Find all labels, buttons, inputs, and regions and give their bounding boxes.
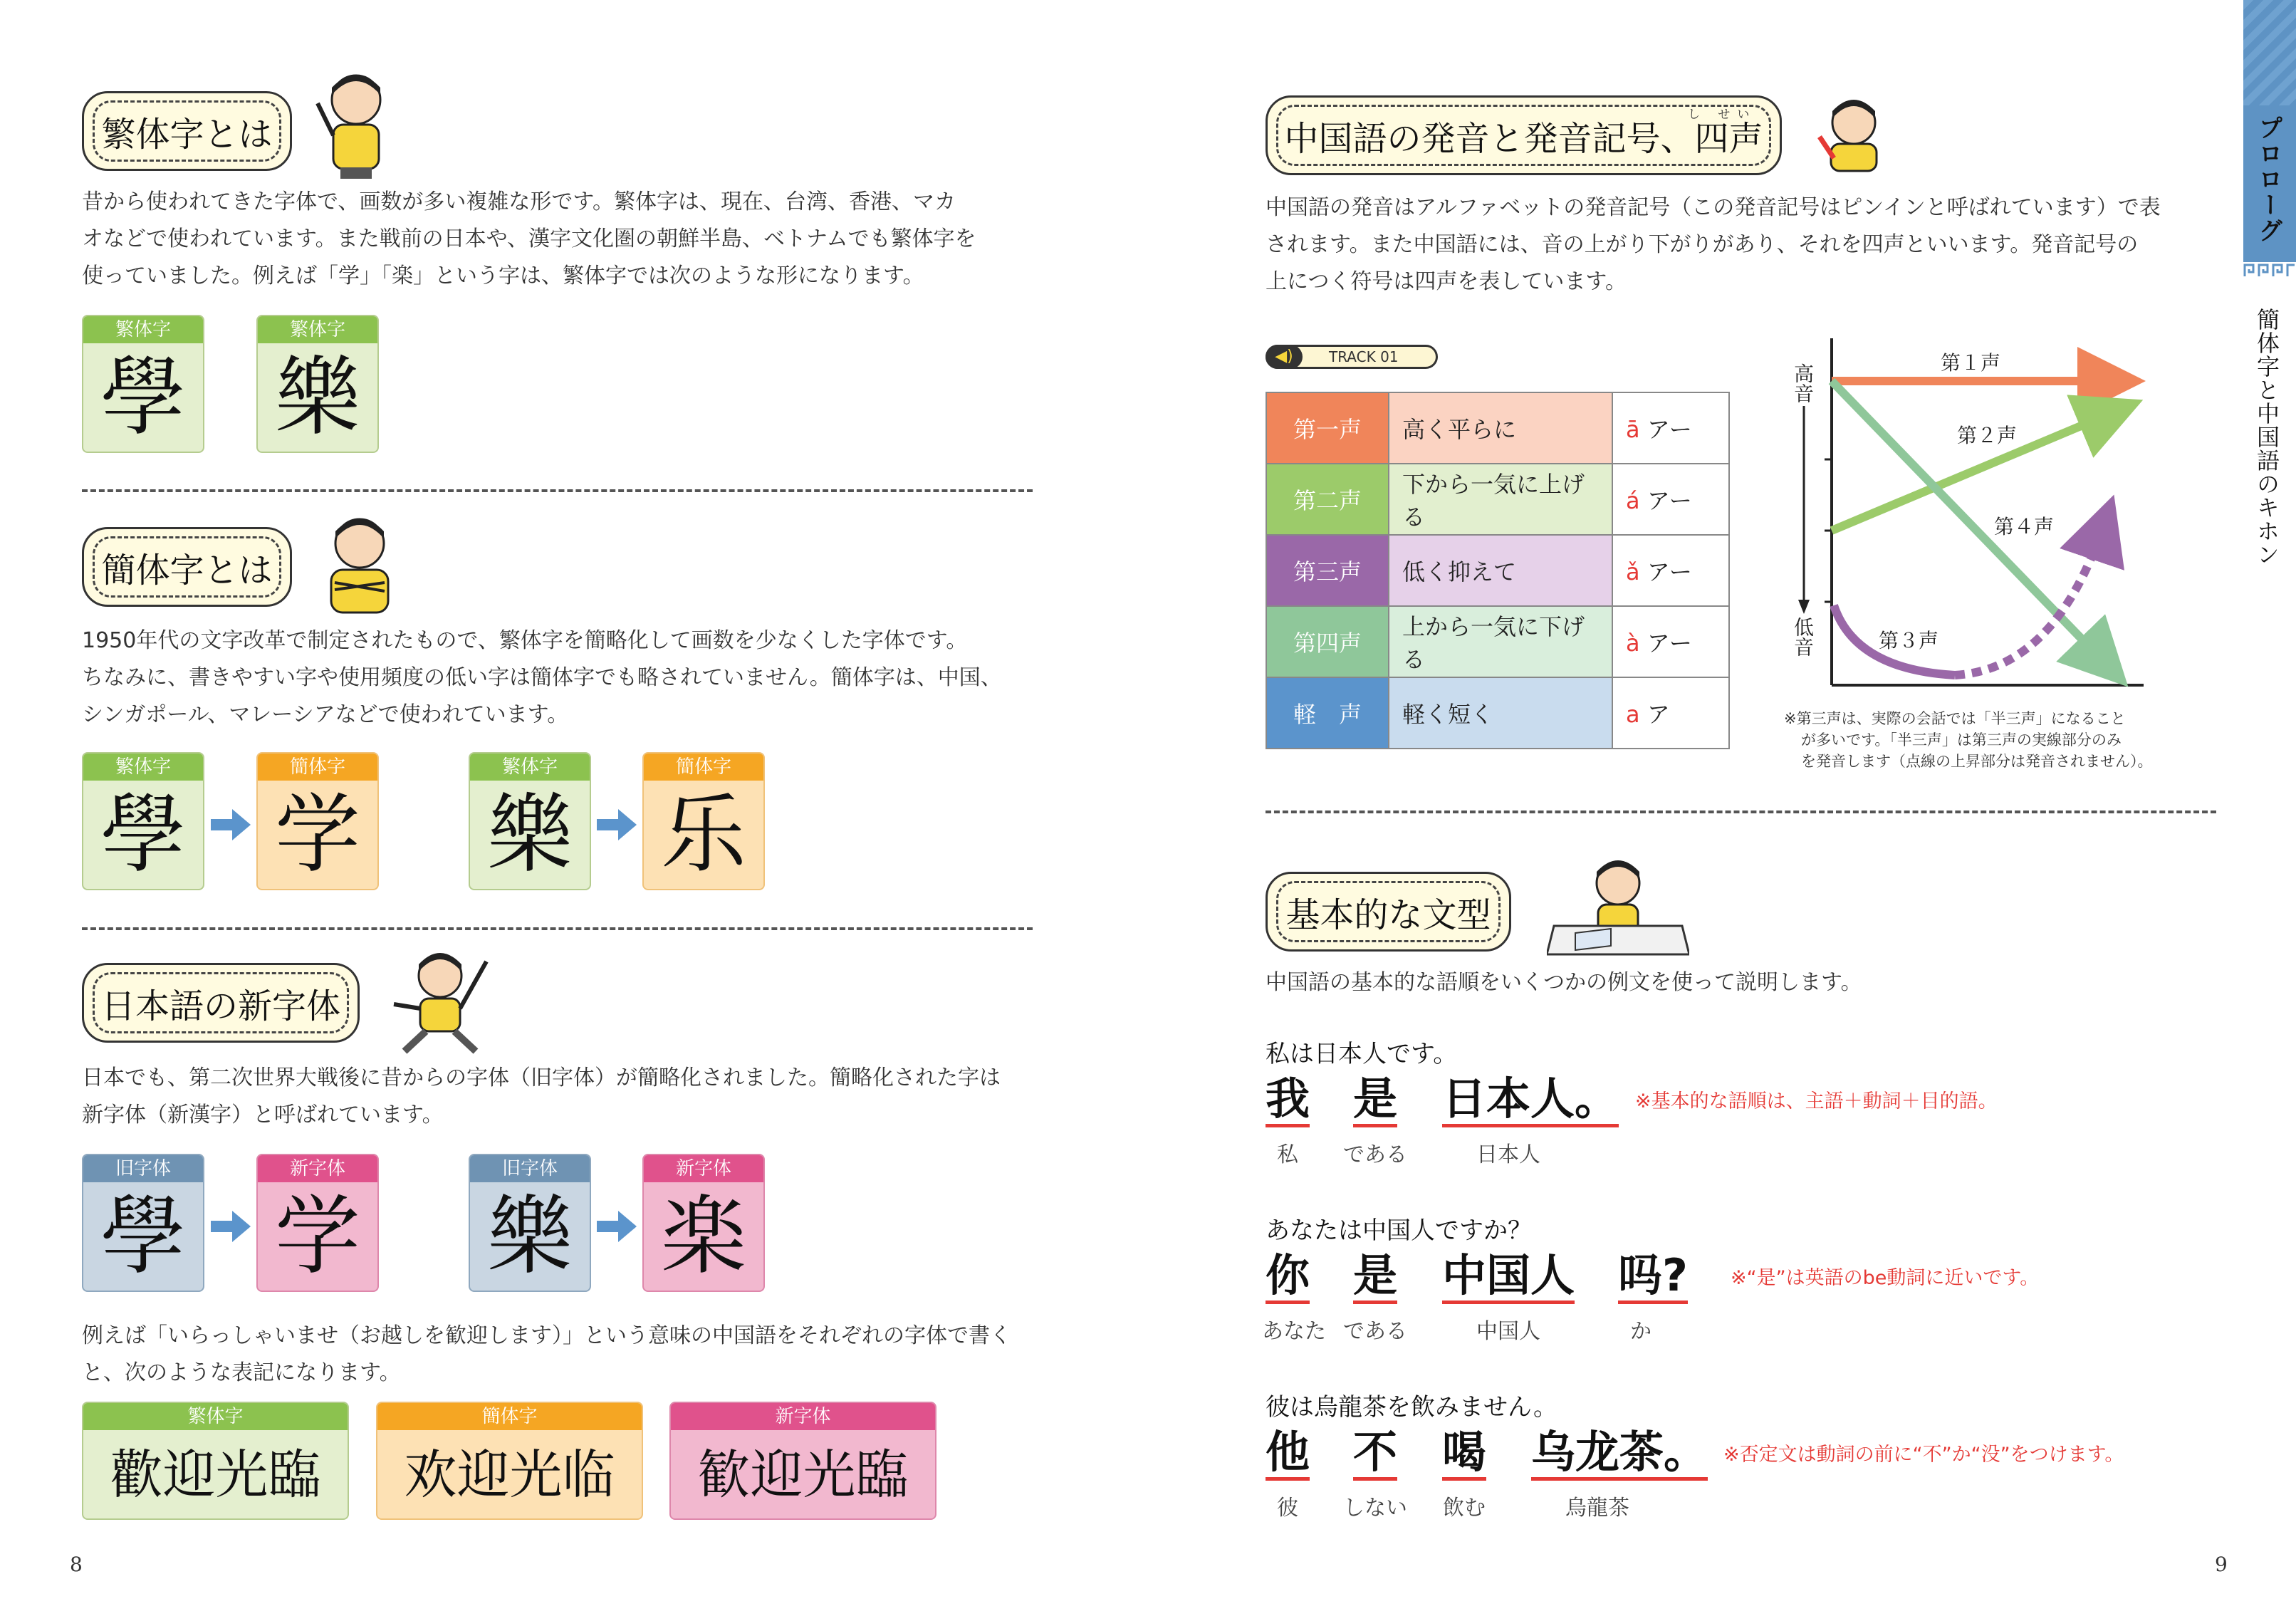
tone-pinyin: á アー	[1612, 464, 1729, 535]
tone3-label: 第３声	[1879, 629, 1939, 652]
page-number-right: 9	[2215, 1553, 2228, 1576]
boy-arms-crossed-illustration	[317, 511, 402, 618]
hanzi-word: 吗?	[1618, 1251, 1688, 1304]
simplified-paragraph: 1950年代の文字改革で制定されたもので、繁体字を簡略化して画数を少なくした字体です。 ちなみに、書きやすい字や使用頻度の低い字は簡体字でも略されていません。簡体字は、中国、 シンガポール、マレーシアなどで使われています。	[82, 628, 1002, 727]
tone-pinyin: a ア	[1612, 677, 1729, 749]
boy-kungfu-illustration	[390, 947, 490, 1054]
track-badge[interactable]: ◀) TRACK 01	[1266, 345, 1438, 369]
gloss: 中国人	[1476, 1319, 1540, 1344]
tone-row	[1266, 535, 1729, 606]
axis-low-label: 低音	[1791, 617, 1815, 657]
sentence-patterns-paragraph: 中国語の基本的な語順をいくつかの例文を使って説明します。	[1266, 970, 1862, 995]
hanzi-word: 乌龙茶。	[1531, 1427, 1708, 1481]
hanzi-word: 他	[1266, 1427, 1310, 1481]
card-simplified-raku: 簡体字 乐	[642, 752, 765, 890]
gloss: 彼	[1277, 1496, 1298, 1521]
speaker-icon: ◀)	[1266, 345, 1303, 369]
example-sentence: 彼は烏龍茶を飲みません。	[1266, 1393, 1558, 1422]
side-tab-label: プロローグ	[2254, 115, 2282, 244]
tone-contour-diagram	[1777, 335, 2154, 698]
tone-desc: 上から一気に下げる	[1389, 606, 1612, 677]
hanzi-paragraph: 昔から使われてきた字体で、画数が多い複雑な形です。繁体字は、現在、台湾、香港、マカ オなどで使われています。また戦前の日本や、漢字文化圏の朝鮮半島、ベトナムでも繁体字を 使っていました。例えば「学」「楽」という字は、繁体字では次のような形になります。	[82, 189, 976, 288]
example-sentence: あなたは中国人ですか？	[1266, 1216, 1532, 1245]
tone-pinyin: à アー	[1612, 606, 1729, 677]
gloss: しない	[1343, 1496, 1407, 1521]
section-title-new-kanji: 日本語の新字体	[82, 963, 360, 1043]
side-tab-pattern	[2243, 0, 2296, 105]
gloss: 飲む	[1443, 1496, 1486, 1521]
tone4-label: 第４声	[1994, 515, 2055, 538]
tone-name: 軽 声	[1266, 677, 1389, 749]
divider	[82, 489, 1033, 492]
section-title-sentence-patterns: 基本的な文型	[1266, 872, 1511, 952]
tone1-label: 第１声	[1941, 351, 2001, 375]
gloss: 日本人	[1476, 1142, 1540, 1167]
card-traditional-raku-2: 繁体字 樂	[469, 752, 591, 890]
card-simplified-gaku: 簡体字 学	[256, 752, 379, 890]
hanzi-word: 你	[1266, 1251, 1310, 1304]
gloss: である	[1343, 1142, 1407, 1167]
axis-high-label: 高音	[1791, 363, 1815, 403]
tone-desc: 高く平らに	[1389, 392, 1612, 464]
card-old-gaku: 旧字体 學	[82, 1154, 204, 1292]
side-tab-subtitle: 簡体字と中国語のキホン	[2253, 308, 2280, 566]
tone3-dotted	[1955, 527, 2103, 675]
section-title-simplified: 簡体字とは	[82, 527, 292, 607]
section-title-pronunciation: 中国語の発音と発音記号、四声	[1266, 95, 1782, 175]
arrow-right-icon	[211, 809, 251, 840]
card-welcome-simplified: 簡体字 欢迎光临	[376, 1402, 643, 1520]
arrow-right-icon	[597, 1211, 637, 1242]
gloss: である	[1343, 1319, 1407, 1344]
tone-pinyin: ā アー	[1612, 392, 1729, 464]
hanzi-word: 是	[1353, 1074, 1397, 1127]
tone2-label: 第２声	[1957, 424, 2018, 447]
tone-name: 第一声	[1266, 392, 1389, 464]
tone-name: 第三声	[1266, 535, 1389, 606]
example-sentence: 私は日本人です。	[1266, 1040, 1458, 1068]
hanzi-word: 日本人。	[1442, 1074, 1619, 1127]
card-welcome-traditional: 繁体字 歡迎光臨	[82, 1402, 349, 1520]
tone-name: 第四声	[1266, 606, 1389, 677]
tone-row	[1266, 677, 1729, 749]
tone-row	[1266, 464, 1729, 535]
boy-studying-illustration	[1547, 855, 1689, 961]
grammar-note: ※否定文は動詞の前に“不”か“没”をつけます。	[1723, 1444, 2124, 1466]
hanzi-word: 喝	[1442, 1427, 1486, 1481]
tone-desc: 低く抑えて	[1389, 535, 1612, 606]
page-number-left: 8	[70, 1553, 83, 1576]
welcome-paragraph: 例えば「いらっしゃいませ（お越しを歓迎します）」という意味の中国語をそれぞれの字体で書く と、次のような表記になります。	[82, 1323, 1011, 1385]
section-title-hanzi: 繁体字とは	[82, 91, 292, 171]
hanzi-word: 我	[1266, 1074, 1310, 1127]
divider	[82, 927, 1033, 930]
chart-note: ※第三声は、実際の会話では「半三声」になること が多いです。「半三声」は第三声の実線部分のみ を発音します（点線の上昇部分は発音されません）。	[1784, 710, 2153, 770]
grammar-note: ※“是”は英語のbe動詞に近いです。	[1731, 1267, 2040, 1289]
hanzi-word: 是	[1353, 1251, 1397, 1304]
gloss: 烏龍茶	[1565, 1496, 1629, 1521]
tone-desc: 軽く短く	[1389, 677, 1612, 749]
tone-row	[1266, 392, 1729, 464]
tone-row	[1266, 606, 1729, 677]
ruby-shisei: し せい	[1688, 108, 1757, 122]
pronunciation-paragraph: 中国語の発音はアルファベットの発音記号（この発音記号はピンインと呼ばれています）で表 されます。また中国語には、音の上がり下がりがあり、それを四声といいます。発音記号の 上につく符号は四声を表しています。	[1266, 195, 2161, 294]
new-kanji-paragraph: 日本でも、第二次世界大戦後に昔からの字体（旧字体）が簡略化されました。簡略化された字は 新字体（新漢字）と呼ばれています。	[82, 1065, 1001, 1127]
hanzi-word: 中国人	[1442, 1251, 1575, 1304]
card-traditional-raku: 繁体字 樂	[256, 315, 379, 453]
arrow-right-icon	[211, 1211, 251, 1242]
boy-pointing-illustration	[313, 68, 399, 182]
side-tab	[2243, 0, 2296, 262]
boy-writing-illustration	[1812, 94, 1891, 172]
card-welcome-new: 新字体 歓迎光臨	[669, 1402, 936, 1520]
hanzi-word: 不	[1353, 1427, 1397, 1481]
card-new-raku: 新字体 楽	[642, 1154, 765, 1292]
arrow-right-icon	[597, 809, 637, 840]
tone-name: 第二声	[1266, 464, 1389, 535]
divider	[1266, 810, 2216, 813]
gloss: か	[1630, 1319, 1651, 1344]
gloss: 私	[1277, 1142, 1298, 1167]
card-traditional-gaku: 繁体字 學	[82, 315, 204, 453]
card-traditional-gaku-2: 繁体字 學	[82, 752, 204, 890]
card-old-raku: 旧字体 樂	[469, 1154, 591, 1292]
tone-table	[1266, 392, 1730, 749]
tone-desc: 下から一気に上げる	[1389, 464, 1612, 535]
tone-pinyin: ǎ アー	[1612, 535, 1729, 606]
gloss: あなた	[1262, 1319, 1326, 1344]
card-new-gaku: 新字体 学	[256, 1154, 379, 1292]
grammar-note: ※基本的な語順は、主語＋動詞＋目的語。	[1635, 1090, 1998, 1112]
meander-ornament-icon	[2243, 262, 2296, 279]
